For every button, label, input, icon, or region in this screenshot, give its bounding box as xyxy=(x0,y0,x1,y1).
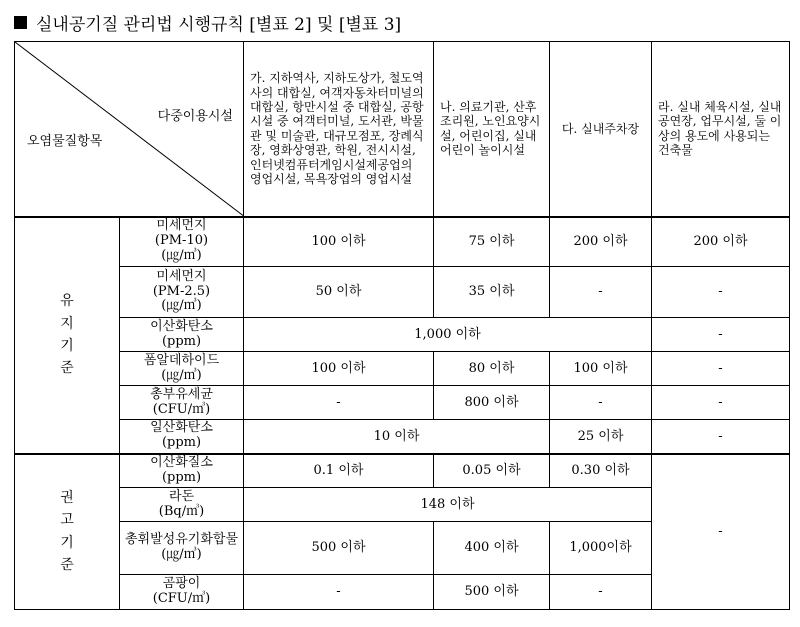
value-cell: 500 이하 xyxy=(434,575,550,610)
item-co2: 이산화탄소 (ppm) xyxy=(120,318,244,352)
value-cell: 1,000이하 xyxy=(550,522,652,575)
item-no2: 이산화질소 (ppm) xyxy=(120,454,244,488)
value-cell: 0.05 이하 xyxy=(434,454,550,488)
value-cell: 100 이하 xyxy=(244,352,434,386)
value-cell: 35 이하 xyxy=(434,267,550,318)
pollutant-header-label: 오염물질항목 xyxy=(27,134,103,149)
column-header-c: 다. 실내주차장 xyxy=(550,42,652,217)
square-bullet-icon xyxy=(14,16,27,29)
value-cell-merged: 148 이하 xyxy=(244,488,652,522)
value-cell: 50 이하 xyxy=(244,267,434,318)
facility-header-label: 다중이용시설 xyxy=(157,109,233,124)
item-pm10: 미세먼지 (PM-10) (㎍/㎥) xyxy=(120,217,244,267)
group-maintenance-standard: 유지기준 xyxy=(15,217,120,454)
value-cell: 0.1 이하 xyxy=(244,454,434,488)
item-formaldehyde: 폼알데하이드 (㎍/㎥) xyxy=(120,352,244,386)
value-cell-merged: - xyxy=(652,454,790,610)
value-cell: - xyxy=(550,575,652,610)
value-cell: - xyxy=(652,352,790,386)
value-cell: - xyxy=(550,386,652,420)
value-cell: 25 이하 xyxy=(550,420,652,454)
value-cell: 75 이하 xyxy=(434,217,550,267)
value-cell: 100 이하 xyxy=(244,217,434,267)
title-text: 실내공기질 관리법 시행규칙 [별표 2] 및 [별표 3] xyxy=(36,14,402,35)
value-cell: 400 이하 xyxy=(434,522,550,575)
column-header-b: 나. 의료기관, 산후조리원, 노인요양시설, 어린이집, 실내어린이 놀이시설 xyxy=(434,42,550,217)
value-cell: - xyxy=(652,420,790,454)
column-header-d: 라. 실내 체육시설, 실내 공연장, 업무시설, 둘 이상의 용도에 사용되는 건축물 xyxy=(652,42,790,217)
item-pm25: 미세먼지 (PM-2.5) (㎍/㎥) xyxy=(120,267,244,318)
value-cell: - xyxy=(652,267,790,318)
item-co: 일산화탄소 (ppm) xyxy=(120,420,244,454)
item-bacteria: 총부유세균 (CFU/㎥) xyxy=(120,386,244,420)
value-cell: 500 이하 xyxy=(244,522,434,575)
value-cell: - xyxy=(652,318,790,352)
item-radon: 라돈 (Bq/㎥) xyxy=(120,488,244,522)
value-cell: - xyxy=(244,575,434,610)
group-recommended-standard: 권고기준 xyxy=(15,454,120,610)
value-cell: - xyxy=(244,386,434,420)
value-cell: 0.30 이하 xyxy=(550,454,652,488)
value-cell: 80 이하 xyxy=(434,352,550,386)
item-tvoc: 총휘발성유기화합물 (㎍/㎥) xyxy=(120,522,244,575)
diagonal-header-cell xyxy=(15,42,244,217)
value-cell-merged: 10 이하 xyxy=(244,420,550,454)
value-cell: 200 이하 xyxy=(550,217,652,267)
value-cell: 200 이하 xyxy=(652,217,790,267)
air-quality-standards-table xyxy=(14,41,790,610)
value-cell: 800 이하 xyxy=(434,386,550,420)
item-mold: 곰팡이 (CFU/㎥) xyxy=(120,575,244,610)
value-cell: - xyxy=(652,386,790,420)
diagonal-line xyxy=(15,42,243,216)
value-cell: 100 이하 xyxy=(550,352,652,386)
document-title xyxy=(14,9,401,35)
value-cell-merged: 1,000 이하 xyxy=(244,318,652,352)
value-cell: - xyxy=(550,267,652,318)
column-header-a: 가. 지하역사, 지하도상가, 철도역사의 대합실, 여객자동차터미널의 대합실, 항만시설 중 대합실, 공항시설 중 여객터미널, 도서관, 박물관 및 미술관, 대규모점포, 장례식장, 영화상영관, 학원, 전시시설, 인터넷컴퓨터게임시설제공업의 영업시설, 목욕장업의 영업시설 xyxy=(244,42,434,217)
